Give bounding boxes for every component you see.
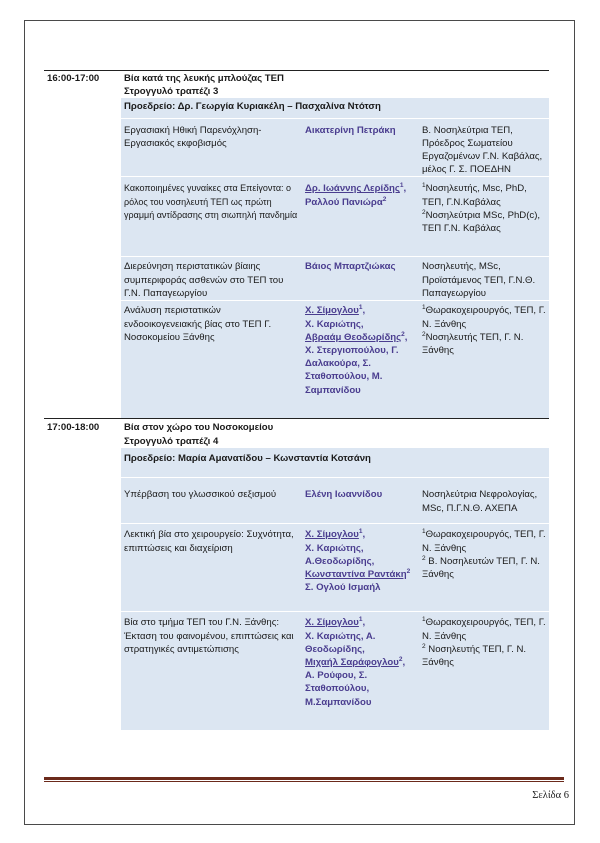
- speaker-link[interactable]: Κωνσταντίνα Ραντάκη: [305, 568, 407, 580]
- speaker-link[interactable]: Αβραάμ Θεοδωρίδης: [305, 331, 402, 343]
- talk-row: [44, 612, 549, 730]
- affiliation-text: Β. Νοσηλευτών ΤΕΠ, Γ. Ν. Ξάνθης: [422, 555, 540, 580]
- speaker-name: Χ. Στεργιοπούλου, Γ. Δαλακούρα, Σ. Σταθοπούλου, Μ. Σαμπανίδου: [305, 345, 399, 396]
- talk-row: [44, 524, 549, 612]
- speaker-superscript: 2: [406, 567, 411, 575]
- affiliation-superscript: 1: [422, 616, 426, 624]
- session-header-row: [44, 70, 549, 98]
- session-heading: [121, 70, 549, 98]
- affiliation-text: Νοσηλευτής ΤΕΠ, Γ. Ν. Ξάνθης: [422, 331, 524, 357]
- speaker-name: Χ. Καριώτης, Α.Θεοδωρίδης,: [305, 542, 375, 567]
- program-table: [44, 70, 549, 730]
- talk-topic: Βία στο τμήμα ΤΕΠ του Γ.Ν. Ξάνθης: Έκταση του φαινομένου, επιπτώσεις και στρατηγικές αντιμετώπισης: [121, 612, 302, 730]
- talk-row: [44, 478, 549, 524]
- talk-topic: Ανάλυση περιστατικών ενδοοικογενειακής βίας στο ΤΕΠ Γ. Νοσοκομείου Ξάνθης: [121, 301, 302, 419]
- talk-topic: Υπέρβαση του γλωσσικού σεξισμού: [121, 478, 302, 524]
- session-heading: [121, 419, 549, 448]
- talk-affiliation: Νοσηλεύτρια Νεφρολογίας, MSc, Π.Γ.Ν.Θ. ΑΧΕΠΑ: [419, 478, 549, 524]
- speaker-name: Χ. Καριώτης, Α. Θεοδωρίδης,: [305, 630, 376, 655]
- speaker-superscript: 2: [398, 655, 403, 663]
- speaker-separator: ,: [402, 656, 406, 668]
- affiliation-text: Νοσηλεύτρια MSc, PhD(c), ΤΕΠ Γ.Ν. Καβάλας: [422, 209, 541, 235]
- chairs-row: [44, 98, 549, 118]
- talk-row: [44, 118, 549, 177]
- session-time: 16:00-17:00: [47, 73, 100, 84]
- footer-rule: [44, 777, 564, 780]
- affiliation-superscript: 2: [422, 330, 426, 338]
- affiliation-superscript: 2: [422, 208, 426, 216]
- session-time: 17:00-18:00: [47, 422, 100, 434]
- session-title: Βία κατά της λευκής μπλούζας ΤΕΠ: [124, 73, 284, 84]
- affiliation-text: Νοσηλευτής, Msc, PhD, ΤΕΠ, Γ.Ν.Καβάλας: [422, 183, 527, 208]
- speaker-link[interactable]: Δρ. Ιωάννης Λερίδης: [305, 183, 400, 195]
- chairs-row: [44, 448, 549, 478]
- affiliation-superscript: 1: [422, 182, 426, 190]
- speaker-name: Ραλλού Πανιώρα: [305, 196, 383, 208]
- talk-speakers: [302, 612, 419, 730]
- speaker-name: Α. Ρούφου, Σ. Σταθοπούλου, Μ.Σαμπανίδου: [305, 670, 372, 708]
- session-subtitle: Στρογγυλό τραπέζι 3: [124, 86, 219, 98]
- talk-speakers: Βάιος Μπαρτζιώκας: [302, 257, 419, 301]
- footer-rule-thin: [44, 781, 564, 782]
- session-title: Βία στον χώρο του Νοσοκομείου: [124, 422, 274, 434]
- affiliation-text: Θωρακοχειρουργός, ΤΕΠ, Γ. Ν. Ξάνθης: [422, 617, 546, 642]
- talk-row: [44, 177, 549, 257]
- speaker-superscript: 1: [358, 528, 363, 536]
- affiliation-text: Θωρακοχειρουργός, ΤΕΠ, Γ. Ν. Ξάνθης: [422, 305, 546, 330]
- session-header-row: [44, 419, 549, 448]
- talk-speakers: [302, 177, 419, 257]
- talk-affiliation: [419, 177, 549, 257]
- speaker-link[interactable]: Χ. Σίμογλου: [305, 617, 359, 629]
- talk-topic: Κακοποιημένες γυναίκες στα Επείγοντα: ο ρόλος του νοσηλευτή ΤΕΠ ως πρώτη γραμμή αντίδρασης στη σιωπηλή πανδημία: [121, 177, 302, 257]
- session-subtitle: Στρογγυλό τραπέζι 4: [124, 435, 219, 447]
- session-chairs: Προεδρείο: Δρ. Γεωργία Κυριακέλη – Πασχαλίνα Ντότση: [121, 98, 549, 118]
- talk-topic: Διερεύνηση περιστατικών βίαιης συμπεριφοράς ασθενών στο ΤΕΠ του Γ.Ν. Παπαγεωργίου: [121, 257, 302, 301]
- speaker-separator: ,: [362, 529, 366, 541]
- talk-topic: Εργασιακή Ηθική Παρενόχληση- Εργασιακός εκφοβισμός: [121, 118, 302, 177]
- talk-speakers: [302, 301, 419, 419]
- talk-affiliation: [419, 612, 549, 730]
- speaker-name: Σ. Ογλού Ισμαήλ: [305, 582, 381, 594]
- affiliation-text: Θωρακοχειρουργός, ΤΕΠ, Γ. Ν. Ξάνθης: [422, 529, 546, 554]
- talk-affiliation: Β. Νοσηλεύτρια ΤΕΠ, Πρόεδρος Σωματείου Εργαζομένων Γ.Ν. Καβάλας, μέλος Γ. Σ. ΠΟΕΔΗΝ: [419, 118, 549, 177]
- talk-affiliation: [419, 301, 549, 419]
- affiliation-superscript: 2: [422, 554, 426, 562]
- talk-row: [44, 257, 549, 301]
- page-number: Σελίδα 6: [532, 790, 569, 801]
- talk-speakers: Ελένη Ιωαννίδου: [302, 478, 419, 524]
- speaker-link[interactable]: Μιχαήλ Σαράφογλου: [305, 656, 399, 668]
- session-chairs: Προεδρείο: Μαρία Αμανατίδου – Κωνσταντία Κοτσάνη: [121, 448, 549, 478]
- speaker-separator: ,: [362, 305, 366, 317]
- talk-affiliation: [419, 524, 549, 612]
- speaker-separator: ,: [403, 183, 407, 195]
- affiliation-text: Νοσηλευτής ΤΕΠ, Γ. Ν. Ξάνθης: [422, 643, 527, 668]
- speaker-superscript: 1: [358, 304, 363, 312]
- talk-speakers: [302, 524, 419, 612]
- speaker-superscript: 2: [401, 330, 405, 338]
- affiliation-superscript: 2: [422, 642, 426, 650]
- speaker-superscript: 1: [358, 616, 363, 624]
- speaker-separator: ,: [404, 331, 408, 343]
- talk-affiliation: Νοσηλευτής, MSc, Προϊστάμενος ΤΕΠ, Γ.Ν.Θ. Παπαγεωργίου: [419, 257, 549, 301]
- affiliation-superscript: 1: [422, 528, 426, 536]
- speaker-superscript: 1: [399, 182, 404, 190]
- speaker-separator: ,: [362, 617, 366, 629]
- talk-topic: Λεκτική βία στο χειρουργείο: Συχνότητα, επιπτώσεις και διαχείριση: [121, 524, 302, 612]
- speaker-link[interactable]: Χ. Σίμογλου: [305, 529, 359, 541]
- affiliation-superscript: 1: [422, 304, 426, 312]
- talk-speakers: Αικατερίνη Πετράκη: [302, 118, 419, 177]
- speaker-link[interactable]: Χ. Σίμογλου: [305, 305, 359, 317]
- speaker-name: Χ. Καριώτης,: [305, 318, 364, 330]
- talk-row: [44, 301, 549, 419]
- speaker-superscript: 2: [382, 195, 387, 203]
